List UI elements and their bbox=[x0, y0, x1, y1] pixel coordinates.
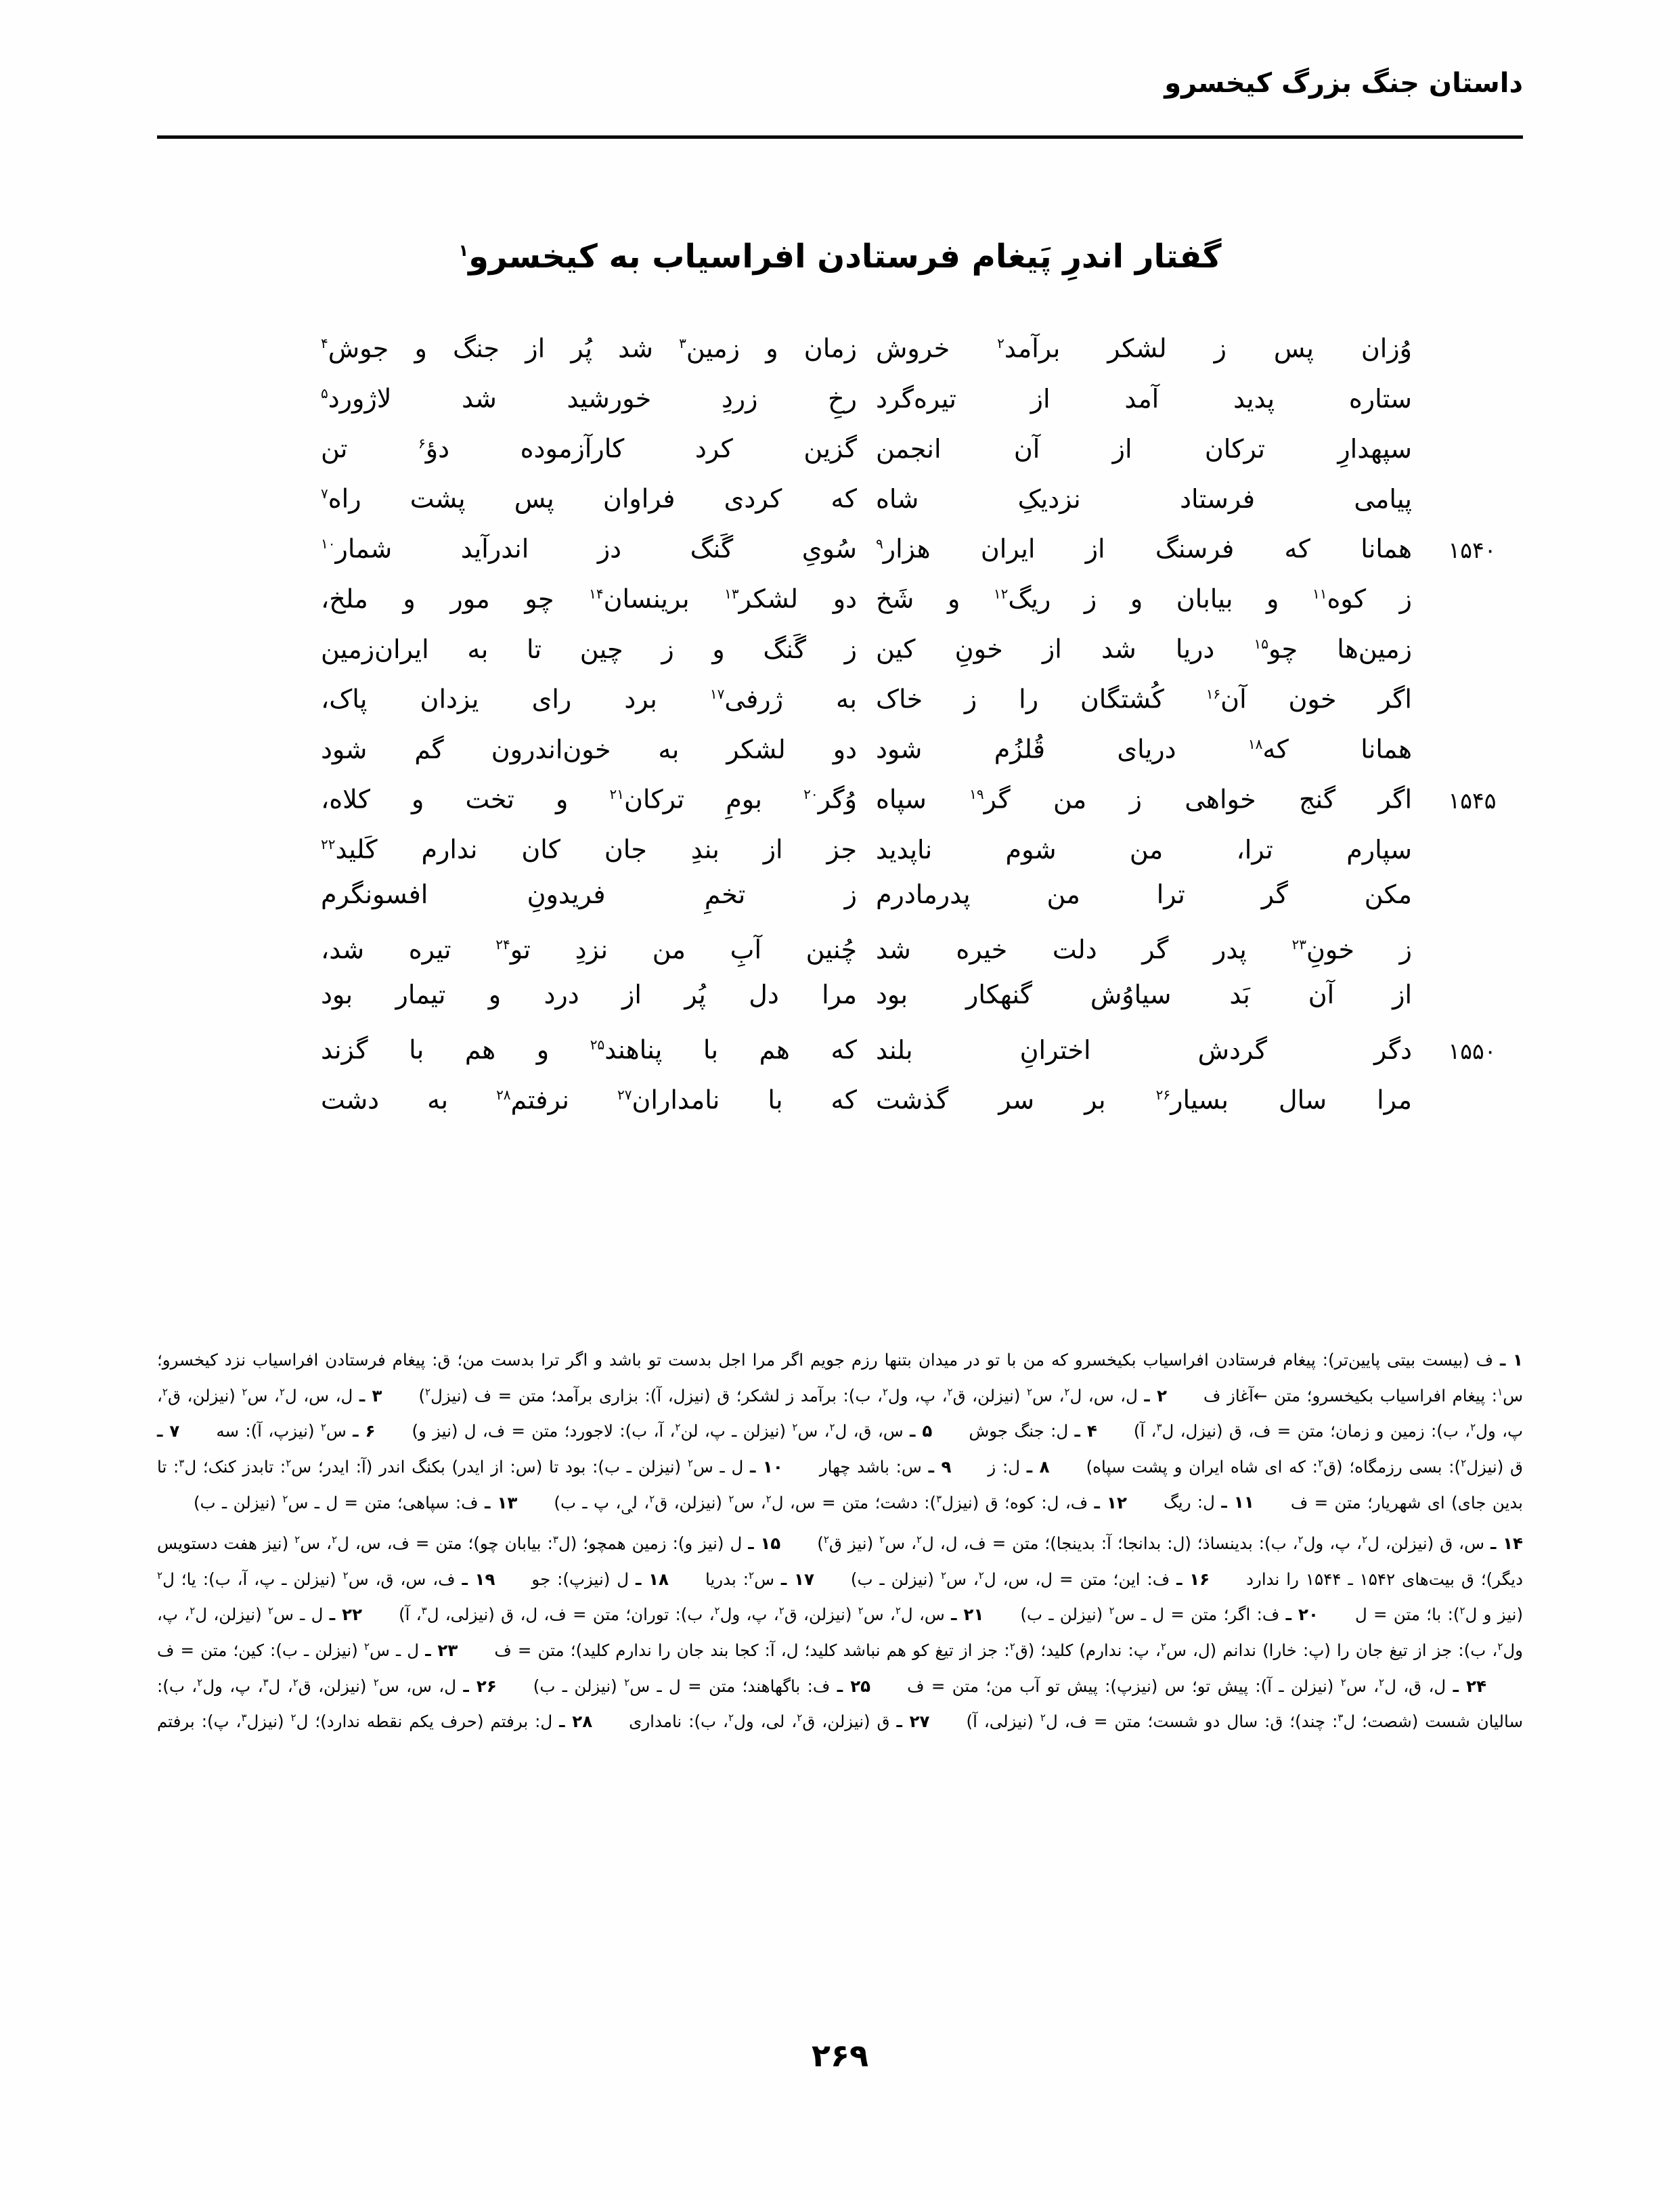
footnote-entry: ۸ ـ ل: ز bbox=[988, 1456, 1050, 1477]
footnote-entry: ۱۳ ـ ف: سپاهی؛ متن = ل ـ س$^۲$ (نیزلن ـ ب) bbox=[194, 1492, 518, 1512]
verse-number bbox=[1421, 454, 1523, 458]
verse-number: ۱۵۴۰ bbox=[1448, 536, 1497, 563]
verse-row bbox=[157, 669, 1523, 719]
footnote-entry: ۲۶ ـ ل، س، س$^۲$ (نیزلن، ق$^۲$، ل$^۳$، پ، ول$^۲$، ب): سالیان شست (شصت؛ ل$^۳$: چند)؛ ق: سال دو شست؛ متن = ف، ل$^۲$ (نیزلی، آ) bbox=[157, 1676, 1523, 1732]
footnote-entry: ۵ ـ س، ق، ل$^۲$، س$^۲$ (نیزلن ـ پ، لن$^۲$، آ، ب): لاجورد؛ متن = ف، ل (نیز و) bbox=[412, 1421, 933, 1441]
hemistich-first: مکن گر ترا من پدرمادرم bbox=[876, 879, 1412, 909]
hemistich-second: دو لشکر به خون‌اندرون گم شود bbox=[321, 734, 857, 764]
verse-number bbox=[1421, 899, 1523, 903]
hemistich-second: که با نامداران$^{۲۷}$ نرفتم$^{۲۸}$ به دشت bbox=[321, 1085, 857, 1115]
verse-row bbox=[157, 919, 1523, 970]
hemistich-second: به ژرفی$^{۱۷}$ برد رای یزدان پاک، bbox=[321, 684, 857, 714]
hemistich-first: همانا که$^{۱۸}$ دریای قُلزُم شود bbox=[876, 734, 1412, 764]
footnote-entry: ۱۸ ـ ل (نیزپ): جو bbox=[531, 1569, 669, 1589]
footnote-entry: ۲۱ ـ س، ل$^۲$، س$^۲$ (نیزلن، ق$^۲$، پ، ول$^۲$، ب): توران؛ متن = ف، ل، ق (نیزلی، ل$^۳$، آ) bbox=[399, 1605, 984, 1625]
hemistich-first: ستاره پدید آمد از تیره‌گرد bbox=[876, 383, 1412, 414]
hemistich-first: وُزان پس ز لشکر برآمد$^۲$ خروش bbox=[876, 333, 1413, 364]
hemistich-first: از آن بَد سیاوُش گنهکار بود bbox=[876, 980, 1412, 1009]
verse-row bbox=[157, 619, 1523, 669]
verse-number bbox=[1421, 1105, 1523, 1109]
verse-number bbox=[1421, 353, 1523, 357]
verse-row bbox=[157, 869, 1523, 919]
footnote-apparatus bbox=[157, 1344, 1523, 1738]
verse-number bbox=[1421, 404, 1523, 408]
section-heading-text: گفتار اندرِ پَیغام فرستادن افراسیاب به کیخسرو bbox=[468, 238, 1222, 276]
hemistich-second: وُگر$^{۲۰}$ بومِ ترکان$^{۲۱}$ و تخت و کلاه، bbox=[321, 784, 858, 814]
hemistich-first: ز خونِ$^{۲۳}$ پدر گر دلت خیره شد bbox=[876, 934, 1412, 965]
footnote-entry: ۱۷ ـ س$^۲$: بدریا bbox=[705, 1569, 814, 1589]
footnote-entry: ۲۵ ـ ف: باگهاهند؛ متن = ل ـ س$^۲$ (نیزلن ـ ب) bbox=[533, 1676, 871, 1696]
page-number: ۲۶۹ bbox=[811, 2037, 869, 2074]
verse-number bbox=[1421, 955, 1523, 959]
verse-number bbox=[1421, 654, 1523, 658]
verse-block bbox=[157, 318, 1523, 1120]
footnote-entry: ۶ ـ س$^۲$ (نیزپ، آ): سه bbox=[216, 1421, 376, 1441]
verse-row bbox=[157, 970, 1523, 1020]
footnote-entry: ۱۶ ـ ف: این؛ متن = ل، س، ل$^۲$، س$^۲$ (نیزلن ـ ب) bbox=[850, 1569, 1210, 1589]
verse-row bbox=[157, 1020, 1523, 1070]
hemistich-second: ز گَنگ و ز چین تا به ایران‌زمین bbox=[321, 634, 857, 664]
footnote-entry: ۳ ـ ل، س، ل$^۲$، س$^۲$ (نیزلن، ق$^۲$، پ، ول$^۲$، ب): زمین و زمان؛ متن = ف، ق (نیزل، ل$^۳$، آ) bbox=[157, 1385, 1524, 1441]
hemistich-first: ز کوه$^{۱۱}$ و بیابان و ز ریگ$^{۱۲}$ و شَخ bbox=[876, 584, 1412, 614]
hemistich-first: دگر گردش اخترانِ بلند bbox=[876, 1035, 1412, 1065]
verse-row bbox=[157, 318, 1523, 368]
verse-number bbox=[1421, 504, 1523, 508]
footnote-entry: ۱ ـ ف (بیست بیتی پایین‌تر): پیغام فرستادن افراسیاب بکیخسرو که من با تو در میدان بتنها رزم جویم اگر مرا اجل بدست تو باشد و اگر ترا بدست من؛ ق: پیغام فرستادن افراسیاب نزد کیخسرو؛ س$^۱$: پیغام افراسیاب بکیخسرو؛ متن ←آغاز ف bbox=[157, 1350, 1524, 1406]
verse-row bbox=[157, 769, 1523, 819]
footnote-entry: ۲۴ ـ ل، ق، ل$^۲$، س$^۲$ (نیزلن ـ آ): پیش تو؛ س (نیزپ): پیش تو آب من؛ متن = ف bbox=[907, 1676, 1487, 1696]
hemistich-first: مرا سال بسیار$^{۲۶}$ بر سر گذشت bbox=[876, 1085, 1412, 1115]
verse-row bbox=[157, 368, 1523, 418]
footnote-entry: ۱۲ ـ ف، ل: کوه؛ ق (نیزل$^۳$): دشت؛ متن = س، ل$^۲$، س$^۲$ (نیزلن، ق$^۲$، ل$_ی$، پ ـ ب) bbox=[554, 1492, 1127, 1516]
verse-number: ۱۵۵۰ bbox=[1448, 1037, 1497, 1064]
footnote-entry: ۱۵ ـ ل (نیز و): زمین همچو؛ (ل$^۳$: بیابان چو)؛ متن = ف، س، ل$^۲$، س$^۲$ (نیز هفت دستویس دیگر)؛ ق بیت‌های ۱۵۴۲ ـ ۱۵۴۴ را ندارد bbox=[157, 1533, 1524, 1589]
hemistich-second: که هم با پناهند$^{۲۵}$ و هم با گزند bbox=[321, 1035, 857, 1065]
section-heading-footnote-marker: ۱ bbox=[458, 241, 469, 260]
section-heading bbox=[157, 229, 1523, 278]
verse-row bbox=[157, 418, 1523, 469]
footnote-entry: ۱۱ ـ ل: ریگ bbox=[1163, 1492, 1254, 1512]
footnote-entry: ۱۰ ـ ل ـ س$^۲$ (نیزلن ـ ب): بود تا (س: از ایدر) بکنگ اندر (آ: ایدر؛ س$^۲$: تابدز کنک؛ ل$^۳$: تا بدین جای) ای شهریار؛ متن = ف bbox=[157, 1456, 1524, 1512]
hemistich-second: جز از بندِ جان کان ندارم کَلید$^{۲۲}$ bbox=[321, 834, 857, 865]
hemistich-first: همانا که فرسنگ از ایران هزار$^۹$ bbox=[876, 534, 1412, 564]
footnote-entry: ۹ ـ س: باشد چهار bbox=[819, 1456, 952, 1477]
header-divider-rule bbox=[157, 135, 1523, 139]
verse-row bbox=[157, 469, 1523, 519]
footnote-entry: ۷ ـ ق (نیزل$^۲$): بسی رزمگاه؛ (ق$^۲$: که ای شاه ایران و پشت سپاه) bbox=[157, 1421, 1524, 1477]
hemistich-second: زمان و زمین$^۳$ شد پُر از جنگ و جوش$^۴$ bbox=[321, 333, 857, 364]
hemistich-second: دو لشکر$^{۱۳}$ برینسان$^{۱۴}$ چو مور و ملخ، bbox=[321, 584, 857, 614]
hemistich-first: سپهدارِ ترکان از آن انجمن bbox=[876, 433, 1412, 464]
hemistich-second: چُنین آبِ من نزدِ تو$^{۲۴}$ تیره شد، bbox=[321, 934, 857, 965]
hemistich-first: اگر خون آن$^{۱۶}$ کُشتگان را ز خاک bbox=[876, 684, 1412, 714]
hemistich-second: رخِ زردِ خورشید شد لاژورد$^۵$ bbox=[321, 383, 857, 414]
hemistich-second: سُویِ گَنگ دز اندرآید شمار$^{۱۰}$ bbox=[321, 534, 857, 564]
verse-row bbox=[157, 819, 1523, 869]
verse-number bbox=[1421, 604, 1523, 608]
verse-row bbox=[157, 719, 1523, 769]
footnote-entry: ۲ ـ ل، س، ل$^۲$، س$^۲$ (نیزلن، ق$^۲$، پ، ول$^۲$، ب): برآمد ز لشکر؛ ق (نیزل، آ): بزاری برآمد؛ متن = ف (نیزل$^۲$) bbox=[418, 1385, 1168, 1406]
running-header bbox=[157, 65, 1523, 112]
hemistich-first: اگر گنج خواهی ز من گر$^{۱۹}$ سپاه bbox=[876, 784, 1412, 814]
verse-number bbox=[1421, 999, 1523, 1003]
footnote-entry: ۲۳ ـ ل ـ س$^۲$ (نیزلن ـ ب): کین؛ متن = ف bbox=[157, 1640, 458, 1661]
verse-number bbox=[1421, 704, 1523, 708]
hemistich-first: پیامی فرستاد نزدیکِ شاه bbox=[876, 483, 1412, 514]
footnote-entry: ۲۷ ـ ق (نیزلن، ق$^۲$، لی، ول$^۲$، ب): نامداری bbox=[629, 1712, 930, 1732]
footnote-entry: ۲۸ ـ ل: برفتم (حرف یکم نقطه ندارد)؛ ل$^۲$ (نیزل$^۳$، پ): برفتم bbox=[157, 1712, 593, 1732]
verse-row bbox=[157, 1070, 1523, 1120]
verse-number bbox=[1421, 754, 1523, 758]
verse-number bbox=[1421, 854, 1523, 858]
verse-row bbox=[157, 569, 1523, 619]
verse-row bbox=[157, 519, 1523, 569]
hemistich-first: سپارم ترا، من شوم ناپدید bbox=[876, 834, 1412, 865]
hemistich-second: گزین کرد کارآزموده دؤ$^۶$ تن bbox=[321, 433, 857, 464]
verse-number: ۱۵۴۵ bbox=[1448, 787, 1497, 814]
footnote-entry: ۴ ـ ل: جنگ جوش bbox=[969, 1421, 1097, 1441]
footnote-entry: ۱۴ ـ س، ق (نیزلن، ل$^۲$، پ، ول$^۲$، ب): بدینساذ؛ (ل: بدانجا؛ آ: بدینجا)؛ متن = ف، ل، ل$^۲$، س$^۲$ (نیز ق$^۲$) bbox=[817, 1533, 1523, 1554]
hemistich-second: که کردی فراوان پس پشت راه$^۷$ bbox=[321, 483, 857, 514]
footnote-entry: ۲۲ ـ ل ـ س$^۲$ (نیزلن، ل$^۲$، پ، ول$^۲$، ب): جز از تیغ جان را (پ: خارا) ندانم (ل، س$^۲$، پ: ندارم) کلید؛ (ق$^۲$: جز از تیغ کو هم نباشد کلید؛ ل، آ: کجا بند جان را ندارم کلید)؛ متن = ف bbox=[157, 1605, 1524, 1661]
hemistich-second: مرا دل پُر از درد و تیمار بود bbox=[321, 980, 857, 1009]
running-header-title: داستان جنگ بزرگ کیخسرو bbox=[1164, 68, 1523, 99]
hemistich-first: زمین‌ها چو$^{۱۵}$ دریا شد از خونِ کین bbox=[876, 634, 1412, 664]
footnote-entry: ۱۹ ـ ف، س، ق، س$^۲$ (نیزلن ـ پ، آ، ب): یا؛ ل$^۲$ (نیز و ل$^۲$): با؛ متن = ل bbox=[157, 1569, 1524, 1625]
hemistich-second: ز تخمِ فریدونِ افسونگرم bbox=[321, 879, 857, 909]
footnote-entry: ۲۰ ـ ف: اگر؛ متن = ل ـ س$^۲$ (نیزلن ـ ب) bbox=[1020, 1605, 1319, 1625]
